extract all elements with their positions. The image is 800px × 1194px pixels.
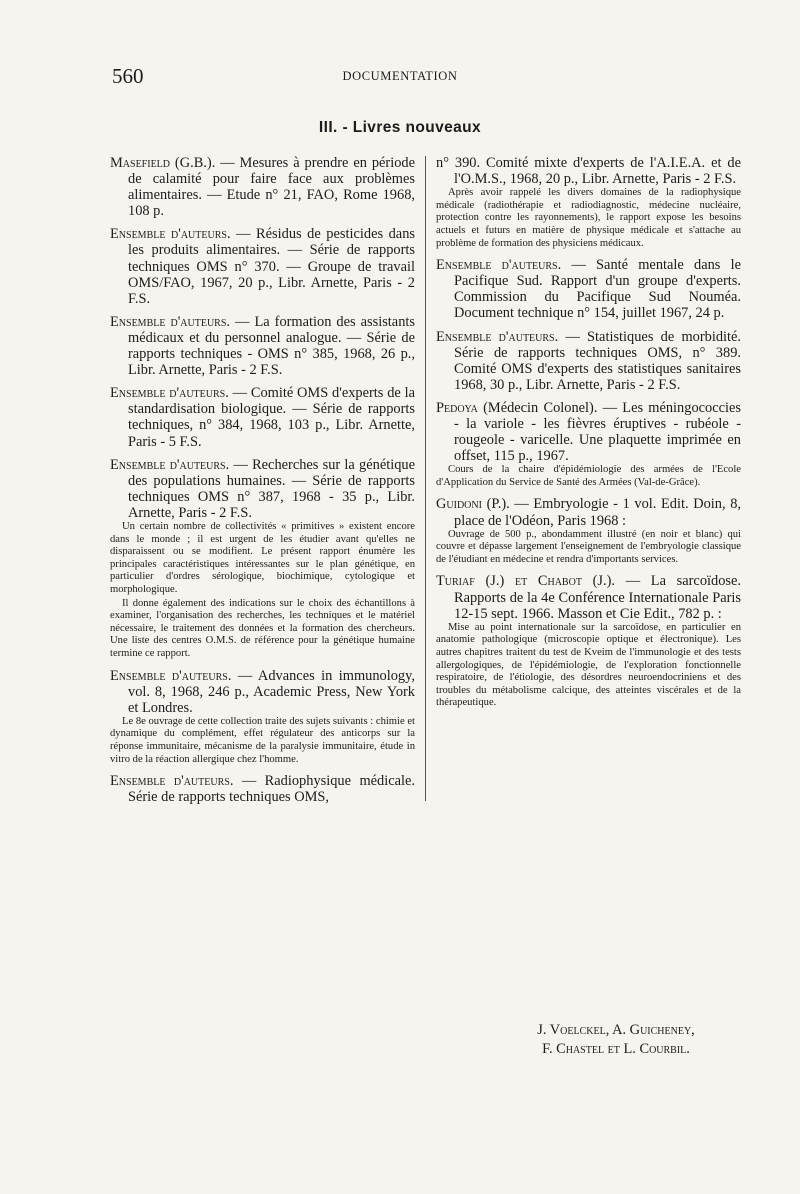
entry-details: (P.). — Embryologie - 1 vol. Edit. Doin, 8, place de l'Odéon, Paris 1968 : [454,496,741,529]
entry-details: — Advances in immunology, vol. 8, 1968, 246 p., Academic Press, New York et Londres. [128,667,415,716]
entry-details: — Recherches sur la génétique des populations humaines. — Série de rapports techniques OMS n° 387, 1968 - 35 p., Libr. Arnette, Paris - 2 F.S. [128,456,415,521]
entry-summary: Mise au point internationale sur la sarcoïdose, en particulier en anatomie pathologique (microscopie optique et électronique). Les autres chapitres traitent du test de Kveim de l'immunologie et des tests allergologiques, de l'épidémiologie, de l'exploration fonctionnelle respiratoire, de l'étiologie, des désordres neuroendocriniens et des troubles du métabolisme calcique, des atteintes viscérales et de la thérapeutique. [436,621,741,709]
entry-author: Turiaf (J.) et Chabot (J.). [436,573,615,590]
bibliography-entry [436,257,741,321]
bibliography-entry [110,385,415,449]
entry-author: Ensemble d'auteurs. [436,257,562,274]
right-column [436,155,741,717]
entry-author: Pedoya [436,399,478,416]
entry-details: n° 390. Comité mixte d'experts de l'A.I.E.A. et de l'O.M.S., 1968, 20 p., Libr. Arnette, Paris - 2 F.S. [436,155,741,188]
signature-line-1: J. Voelckel, A. Guicheney, [537,1022,695,1038]
entry-details: — Statistiques de morbidité. Série de rapports techniques OMS, n° 389. Comité OMS d'experts des statistiques sanitaires 1968, 30 p., Libr. Arnette, Paris - 2 F.S. [454,328,741,393]
entry-citation [110,155,415,219]
entry-details: — Comité OMS d'experts de la standardisation biologique. — Série de rapports techniques, n° 384, 1968, 103 p., Libr. Arnette, Paris - 5 F.S. [128,385,415,450]
bibliography-entry [436,496,741,566]
entry-citation [110,668,415,716]
entry-summary: Il donne également des indications sur le choix des échantillons à examiner, l'organisation des recherches, les techniques et le matériel nécessaire, le traitement des données et la formation des chercheurs. Une liste des centres O.M.S. de référence pour la génétique humaine termine ce rapport. [110,597,415,659]
bibliography-entry [436,573,741,709]
entry-citation [436,573,741,621]
entry-citation [436,400,741,464]
running-head: DOCUMENTATION [342,69,458,83]
section-title: III. - Livres nouveaux [318,119,482,136]
entry-summary: Ouvrage de 500 p., abondamment illustré (en noir et blanc) qui couvre et dépasse largement l'enseignement de l'embryologie classique de l'étudiant en médecine et rendra d'importants services. [436,528,741,565]
entry-citation [436,329,741,393]
entry-details: — Radiophysique médicale. Série de rapports techniques OMS, [128,773,415,806]
column-divider [425,156,426,801]
left-column [110,155,415,812]
entry-details: — Santé mentale dans le Pacifique Sud. Rapport d'un groupe d'experts. Commission du Pacifique Sud Nouméa. Document technique n° 154, juillet 1967, 24 p. [454,257,741,322]
entry-summary: Un certain nombre de collectivités « primitives » existent encore dans le monde ; il est urgent de les étudier avant qu'elles ne disparaissent ou se modifient. Le présent rapport énumère les principales caractéristiques intéressantes sur le plan génétique, en particulier d'ordres sérologique, biochimique, cytologique et morphologique. [110,520,415,595]
entry-citation [436,257,741,321]
entry-details: — Mesures à prendre en période de calamité pour faire face aux problèmes alimentaires. — Etude n° 21, FAO, Rome 1968, 108 p. [128,155,416,220]
bibliography-entry [110,155,415,219]
bibliography-entry [436,155,741,250]
entry-author: Masefield (G.B.). [110,155,216,171]
bibliography-entry [436,400,741,490]
signature-line-2: F. Chastel et L. Courbil. [542,1041,690,1057]
entry-author: Ensemble d'auteurs. [436,328,559,345]
bibliography-entry [110,226,415,306]
entry-summary: Cours de la chaire d'épidémiologie des armées de l'Ecole d'Application du Service de Santé des Armées (Val-de-Grâce). [436,464,741,488]
entry-author: Ensemble d'auteurs. [110,385,229,402]
bibliography-entry [110,457,415,661]
bibliography-entry [436,329,741,393]
entry-details: — La sarcoïdose. Rapports de la 4e Conférence Internationale Paris 12-15 sept. 1966. Masson et Cie Edit., 782 p. : [454,573,741,622]
entry-author: Ensemble d'auteurs. [110,667,232,684]
entry-details: (Médecin Colonel). — Les méningococcies - la variole - les fièvres éruptives - rubéole - rougeole - varicelle. Une plaquette imprimée en offset, 115 p., 1967. [454,399,741,465]
bibliography-entry [110,668,415,767]
entry-citation [110,773,415,805]
page-number: 560 [112,64,144,88]
bibliography-entry [110,773,415,805]
signature [476,1021,756,1059]
entry-details: — Résidus de pesticides dans les produits alimentaires. — Série de rapports techniques OMS n° 370. — Groupe de travail OMS/FAO, 1967, 20 p., Libr. Arnette, Paris - 2 F.S. [128,226,415,307]
entry-author: Ensemble d'auteurs. [110,313,231,330]
entry-citation [110,385,415,449]
entry-author: Guidoni [436,496,482,513]
entry-citation [110,314,415,378]
bibliography-entry [110,314,415,378]
entry-citation [110,226,415,306]
entry-citation [436,496,741,528]
entry-summary: Après avoir rappelé les divers domaines de la radiophysique médicale (radiothérapie et radiodiagnostic, médecine nucléaire, protection contre les rayonnements), le rapport expose les besoins actuels et futurs en matière de physique médicale et s'attache au problème de formation des physiciens médicaux. [436,187,741,249]
entry-citation [436,155,741,187]
entry-summary: Le 8e ouvrage de cette collection traite des sujets suivants : chimie et dynamique du complément, effet régulateur des anticorps sur la réponse immunitaire, mécanisme de la paralysie immunitaire, étude in vitro de la réaction allergique chez l'homme. [110,715,415,765]
entry-citation [110,457,415,521]
entry-author: Ensemble d'auteurs. [110,456,230,473]
entry-details: — La formation des assistants médicaux et du personnel analogue. — Série de rapports techniques - OMS n° 385, 1968, 26 p., Libr. Arnette, Paris - 2 F.S. [128,313,415,379]
entry-author: Ensemble d'auteurs. [110,773,234,790]
entry-author: Ensemble d'auteurs. [110,226,231,243]
